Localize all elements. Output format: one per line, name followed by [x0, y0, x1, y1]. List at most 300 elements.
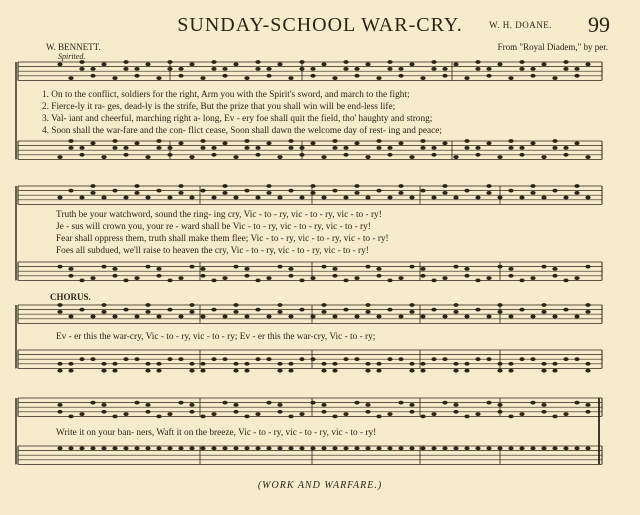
- note-head: [354, 401, 359, 405]
- note-head: [277, 369, 282, 373]
- note-head: [387, 412, 392, 416]
- note-head: [453, 303, 458, 307]
- note-head: [519, 153, 524, 157]
- note-head: [365, 265, 370, 269]
- note-head: [321, 403, 326, 407]
- note-head: [387, 146, 392, 150]
- note-head: [101, 310, 106, 314]
- note-head: [266, 401, 271, 405]
- note-head: [486, 141, 491, 145]
- note-head: [354, 184, 359, 188]
- note-head: [68, 76, 73, 80]
- page-title: SUNDAY-SCHOOL WAR-CRY.: [177, 14, 463, 36]
- note-head: [464, 362, 469, 366]
- note-head: [354, 276, 359, 280]
- note-head: [409, 310, 414, 314]
- note-head: [244, 189, 249, 193]
- note-head: [321, 410, 326, 414]
- note-head: [310, 74, 315, 78]
- note-head: [255, 153, 260, 157]
- note-head: [211, 196, 216, 200]
- note-head: [552, 446, 557, 450]
- note-head: [145, 265, 150, 269]
- note-head: [376, 189, 381, 193]
- note-head: [541, 196, 546, 200]
- note-head: [233, 303, 238, 307]
- note-head: [486, 315, 491, 319]
- note-head: [464, 415, 469, 419]
- note-head: [398, 276, 403, 280]
- note-head: [442, 401, 447, 405]
- note-head: [156, 189, 161, 193]
- note-head: [497, 196, 502, 200]
- note-head: [178, 401, 183, 405]
- note-head: [266, 141, 271, 145]
- note-head: [409, 403, 414, 407]
- note-head: [321, 265, 326, 269]
- note-head: [376, 446, 381, 450]
- note-head: [156, 146, 161, 150]
- note-head: [134, 184, 139, 188]
- note-head: [541, 362, 546, 366]
- note-head: [585, 265, 590, 269]
- note-head: [244, 139, 249, 143]
- note-head: [431, 60, 436, 64]
- note-head: [112, 274, 117, 278]
- note-head: [376, 362, 381, 366]
- note-head: [420, 315, 425, 319]
- footer-caption: (WORK AND WARFARE.): [257, 480, 383, 491]
- note-head: [420, 139, 425, 143]
- note-head: [233, 403, 238, 407]
- note-head: [409, 62, 414, 66]
- note-head: [475, 67, 480, 71]
- note-head: [244, 267, 249, 271]
- note-head: [343, 279, 348, 283]
- note-head: [255, 67, 260, 71]
- note-head: [453, 403, 458, 407]
- note-head: [574, 357, 579, 361]
- note-head: [57, 446, 62, 450]
- note-head: [541, 265, 546, 269]
- note-head: [530, 401, 535, 405]
- note-head: [508, 146, 513, 150]
- note-head: [387, 308, 392, 312]
- note-head: [145, 196, 150, 200]
- note-head: [574, 276, 579, 280]
- note-head: [530, 67, 535, 71]
- note-head: [233, 265, 238, 269]
- note-head: [101, 62, 106, 66]
- note-head: [299, 67, 304, 71]
- note-head: [530, 357, 535, 361]
- note-head: [233, 410, 238, 414]
- note-head: [497, 369, 502, 373]
- note-head: [211, 67, 216, 71]
- note-head: [354, 191, 359, 195]
- note-head: [277, 403, 282, 407]
- note-head: [464, 369, 469, 373]
- note-head: [376, 267, 381, 271]
- note-head: [189, 62, 194, 66]
- note-head: [145, 369, 150, 373]
- note-head: [563, 412, 568, 416]
- note-head: [321, 369, 326, 373]
- note-head: [475, 196, 480, 200]
- note-head: [266, 74, 271, 78]
- note-head: [211, 308, 216, 312]
- note-head: [431, 279, 436, 283]
- note-head: [288, 369, 293, 373]
- note-head: [563, 446, 568, 450]
- note-head: [167, 412, 172, 416]
- note-head: [123, 153, 128, 157]
- note-head: [332, 76, 337, 80]
- note-head: [68, 139, 73, 143]
- note-head: [288, 415, 293, 419]
- note-head: [277, 446, 282, 450]
- note-head: [90, 276, 95, 280]
- note-head: [475, 412, 480, 416]
- note-head: [574, 141, 579, 145]
- note-head: [519, 60, 524, 64]
- note-head: [409, 446, 414, 450]
- note-head: [508, 274, 513, 278]
- note-head: [365, 155, 370, 159]
- note-head: [112, 146, 117, 150]
- refrain-line-3: Fear shall oppress them, truth shall make them flee; Vic - to - ry, vic - to - ry, vic - to - ry!: [56, 234, 389, 244]
- note-head: [442, 141, 447, 145]
- note-head: [376, 315, 381, 319]
- note-head: [57, 403, 62, 407]
- note-head: [266, 446, 271, 450]
- note-head: [134, 357, 139, 361]
- chorus-line-2: Write it on your ban- ners, Waft it on the breeze, Vic - to - ry, vic - to - ry, vic - to - ry!: [56, 428, 377, 438]
- note-head: [68, 315, 73, 319]
- note-head: [398, 446, 403, 450]
- note-head: [365, 303, 370, 307]
- note-head: [552, 315, 557, 319]
- note-head: [310, 401, 315, 405]
- note-head: [79, 446, 84, 450]
- note-head: [299, 412, 304, 416]
- note-head: [189, 303, 194, 307]
- note-head: [134, 191, 139, 195]
- note-head: [167, 308, 172, 312]
- note-head: [431, 67, 436, 71]
- note-head: [530, 315, 535, 319]
- note-head: [387, 357, 392, 361]
- note-head: [497, 265, 502, 269]
- note-head: [442, 74, 447, 78]
- note-head: [310, 276, 315, 280]
- note-head: [57, 369, 62, 373]
- chorus-line-1: Ev - er this the war-cry, Vic - to - ry, vic - to - ry; Ev - er this the war-cry, Vic - to - ry;: [56, 332, 376, 342]
- note-head: [585, 196, 590, 200]
- note-head: [376, 139, 381, 143]
- note-head: [310, 315, 315, 319]
- note-head: [574, 401, 579, 405]
- note-head: [244, 146, 249, 150]
- note-head: [332, 446, 337, 450]
- note-head: [112, 139, 117, 143]
- note-head: [574, 446, 579, 450]
- note-head: [508, 267, 513, 271]
- note-head: [475, 146, 480, 150]
- note-head: [299, 60, 304, 64]
- note-head: [222, 446, 227, 450]
- note-head: [409, 369, 414, 373]
- note-head: [310, 191, 315, 195]
- note-head: [156, 362, 161, 366]
- note-head: [57, 62, 62, 66]
- note-head: [145, 155, 150, 159]
- note-head: [332, 189, 337, 193]
- note-head: [541, 446, 546, 450]
- note-head: [123, 196, 128, 200]
- note-head: [486, 401, 491, 405]
- note-head: [420, 76, 425, 80]
- note-head: [321, 62, 326, 66]
- note-head: [508, 76, 513, 80]
- note-head: [79, 67, 84, 71]
- note-head: [233, 196, 238, 200]
- note-head: [442, 446, 447, 450]
- note-head: [255, 146, 260, 150]
- note-head: [288, 274, 293, 278]
- note-head: [288, 76, 293, 80]
- note-head: [475, 153, 480, 157]
- note-head: [585, 446, 590, 450]
- note-head: [178, 67, 183, 71]
- note-head: [497, 446, 502, 450]
- note-head: [343, 357, 348, 361]
- note-head: [475, 279, 480, 283]
- note-head: [552, 267, 557, 271]
- note-head: [486, 446, 491, 450]
- note-head: [222, 74, 227, 78]
- note-head: [90, 357, 95, 361]
- note-head: [79, 146, 84, 150]
- note-head: [277, 155, 282, 159]
- note-head: [299, 146, 304, 150]
- note-head: [222, 67, 227, 71]
- note-head: [277, 410, 282, 414]
- note-head: [90, 315, 95, 319]
- note-head: [211, 60, 216, 64]
- note-head: [134, 67, 139, 71]
- note-head: [563, 357, 568, 361]
- note-head: [431, 196, 436, 200]
- note-head: [453, 310, 458, 314]
- note-head: [354, 357, 359, 361]
- note-head: [475, 308, 480, 312]
- verse-line-1: 1. On to the conflict, soldiers for the right, Arm you with the Spirit's sword, and march to the fight;: [42, 90, 410, 100]
- note-head: [211, 146, 216, 150]
- note-head: [321, 196, 326, 200]
- note-head: [101, 369, 106, 373]
- note-head: [552, 415, 557, 419]
- note-head: [464, 146, 469, 150]
- note-head: [255, 308, 260, 312]
- note-head: [519, 446, 524, 450]
- note-head: [299, 446, 304, 450]
- note-head: [68, 415, 73, 419]
- note-head: [464, 274, 469, 278]
- note-head: [497, 410, 502, 414]
- note-head: [156, 369, 161, 373]
- note-head: [123, 446, 128, 450]
- note-head: [255, 60, 260, 64]
- note-head: [376, 415, 381, 419]
- note-head: [464, 189, 469, 193]
- note-head: [552, 189, 557, 193]
- note-head: [68, 189, 73, 193]
- note-head: [354, 67, 359, 71]
- note-head: [343, 153, 348, 157]
- note-head: [420, 146, 425, 150]
- note-head: [266, 184, 271, 188]
- note-head: [365, 446, 370, 450]
- note-head: [222, 276, 227, 280]
- note-head: [354, 315, 359, 319]
- note-head: [420, 415, 425, 419]
- note-head: [387, 279, 392, 283]
- note-head: [90, 184, 95, 188]
- note-head: [211, 412, 216, 416]
- note-head: [387, 196, 392, 200]
- note-head: [222, 191, 227, 195]
- note-head: [519, 67, 524, 71]
- note-head: [200, 76, 205, 80]
- note-head: [409, 303, 414, 307]
- note-head: [68, 362, 73, 366]
- note-head: [222, 184, 227, 188]
- note-head: [552, 362, 557, 366]
- note-head: [200, 146, 205, 150]
- note-head: [310, 357, 315, 361]
- note-head: [233, 446, 238, 450]
- note-head: [277, 303, 282, 307]
- note-head: [244, 446, 249, 450]
- note-head: [343, 446, 348, 450]
- note-head: [299, 357, 304, 361]
- note-head: [563, 67, 568, 71]
- note-head: [112, 446, 117, 450]
- note-head: [332, 146, 337, 150]
- verse-line-3: 3. Val- iant and cheerful, marching right a- long, Ev - ery foe shall quit the field, tho' haughty and strong;: [42, 114, 433, 124]
- note-head: [541, 155, 546, 159]
- note-head: [90, 191, 95, 195]
- note-head: [299, 308, 304, 312]
- note-head: [288, 362, 293, 366]
- note-head: [57, 303, 62, 307]
- note-head: [354, 141, 359, 145]
- note-head: [112, 76, 117, 80]
- note-head: [332, 369, 337, 373]
- note-head: [211, 279, 216, 283]
- note-head: [486, 276, 491, 280]
- note-head: [409, 362, 414, 366]
- note-head: [508, 315, 513, 319]
- note-head: [409, 196, 414, 200]
- note-head: [145, 62, 150, 66]
- note-head: [244, 369, 249, 373]
- source-credit: From "Royal Diadem," by per.: [497, 42, 608, 52]
- note-head: [519, 412, 524, 416]
- note-head: [508, 362, 513, 366]
- note-head: [178, 446, 183, 450]
- note-head: [486, 191, 491, 195]
- note-head: [563, 146, 568, 150]
- note-head: [464, 315, 469, 319]
- note-head: [79, 357, 84, 361]
- note-head: [189, 410, 194, 414]
- note-head: [101, 265, 106, 269]
- note-head: [486, 74, 491, 78]
- chorus-label: CHORUS.: [50, 292, 91, 302]
- note-head: [332, 362, 337, 366]
- note-head: [332, 267, 337, 271]
- note-head: [266, 276, 271, 280]
- note-head: [585, 62, 590, 66]
- note-head: [277, 362, 282, 366]
- note-head: [167, 357, 172, 361]
- author-credit: W. BENNETT.: [46, 42, 101, 52]
- note-head: [244, 76, 249, 80]
- note-head: [57, 410, 62, 414]
- note-head: [145, 362, 150, 366]
- tempo-marking: Spirited.: [58, 52, 86, 61]
- note-head: [255, 196, 260, 200]
- note-head: [200, 415, 205, 419]
- note-head: [398, 357, 403, 361]
- note-head: [321, 155, 326, 159]
- note-head: [211, 357, 216, 361]
- verse-line-4: 4. Soon shall the war-fare and the con- flict cease, Soon shall dawn the welcome day of rest- ing and peace;: [42, 126, 442, 136]
- note-head: [552, 139, 557, 143]
- note-head: [486, 67, 491, 71]
- note-head: [200, 267, 205, 271]
- note-head: [156, 76, 161, 80]
- note-head: [101, 196, 106, 200]
- note-head: [321, 303, 326, 307]
- note-head: [365, 403, 370, 407]
- note-head: [134, 276, 139, 280]
- note-head: [112, 267, 117, 271]
- note-head: [464, 446, 469, 450]
- note-head: [233, 155, 238, 159]
- note-head: [123, 279, 128, 283]
- note-head: [376, 146, 381, 150]
- note-head: [288, 267, 293, 271]
- note-head: [167, 146, 172, 150]
- note-head: [486, 357, 491, 361]
- note-head: [156, 415, 161, 419]
- note-head: [112, 415, 117, 419]
- note-head: [519, 279, 524, 283]
- note-head: [387, 60, 392, 64]
- note-head: [178, 141, 183, 145]
- note-head: [57, 265, 62, 269]
- note-head: [365, 196, 370, 200]
- note-head: [354, 74, 359, 78]
- note-head: [200, 362, 205, 366]
- note-head: [200, 446, 205, 450]
- note-head: [453, 155, 458, 159]
- note-head: [310, 141, 315, 145]
- note-head: [508, 415, 513, 419]
